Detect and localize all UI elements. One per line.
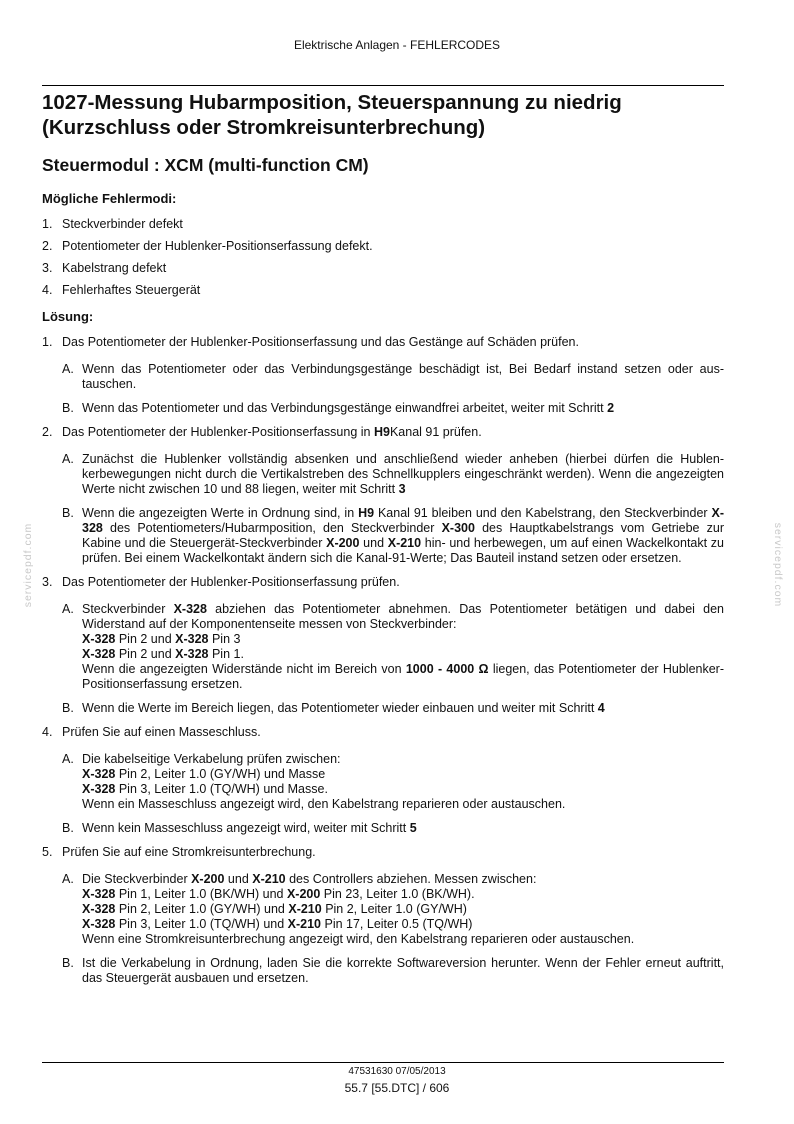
fault-mode-number: 1.	[42, 217, 53, 231]
module-heading: Steuermodul : XCM (multi-function CM)	[42, 155, 369, 175]
substep-letter: B.	[62, 401, 74, 415]
step-substep	[62, 821, 724, 836]
fault-modes-label: Mögliche Fehlermodi:	[42, 191, 177, 206]
substep-text: Wenn die Werte im Bereich liegen, das Potentiometer wieder einbauen und weiter mit Schritt 4	[82, 701, 605, 715]
fault-mode-item	[42, 239, 724, 254]
solution-label: Lösung:	[42, 309, 94, 324]
fault-mode-item	[42, 217, 724, 232]
step-substep	[62, 506, 724, 566]
step-text: Das Potentiometer der Hublenker-Positionserfassung und das Gestänge auf Schäden prüfen.	[62, 335, 579, 349]
substep-text: Wenn das Potentiometer oder das Verbindungsgestänge beschädigt ist, Bei Bedarf instand setzen oder austauschen.	[82, 362, 724, 391]
step-number: 1.	[42, 335, 53, 349]
substep-text: Wenn kein Masseschluss angezeigt wird, weiter mit Schritt 5	[82, 821, 417, 835]
substep-letter: A.	[62, 752, 74, 766]
page-header: Elektrische Anlagen - FEHLERCODES	[293, 38, 501, 52]
substep-text: Wenn das Potentiometer und das Verbindungsgestänge einwandfrei arbeitet, weiter mit Schritt 2	[82, 401, 615, 415]
substep-text: Ist die Verkabelung in Ordnung, laden Sie die korrekte Softwareversion herunter. Wenn der Fehler erneut auftritt, das Steuergerät ausbauen und ersetzen.	[82, 956, 724, 985]
substep-letter: B.	[62, 821, 74, 835]
step-number: 5.	[42, 845, 53, 859]
fault-mode-text: Kabelstrang defekt	[62, 261, 167, 275]
step-substep	[62, 752, 724, 812]
watermark-left: servicepdf.com	[22, 522, 34, 608]
solution-step	[42, 845, 724, 860]
step-number: 2.	[42, 425, 53, 439]
step-substep	[62, 701, 724, 716]
fault-mode-item	[42, 283, 724, 298]
substep-text: Die Steckverbinder X-200 und X-210 des Controllers abziehen. Messen zwischen: X-328 Pin 1, Leiter 1.0 (BK/WH) und X-200 Pin 23, Leiter 1.0 (BK/WH). X-328 Pin 2, Leiter 1.0 (GY/WH) und X-210 Pin 2, Leiter 1.0 (GY/WH) X-328 Pin 3, Leiter 1.0 (TQ/WH) und X-210 Pin 17, Leiter 0.5 (TQ/WH) Wenn eine Stromkreisunterbrechung angezeigt wird, den Kabelstrang reparieren oder austauschen.	[82, 872, 635, 946]
fault-mode-item	[42, 261, 724, 276]
substep-text: Wenn die angezeigten Werte in Ordnung sind, in H9 Kanal 91 bleiben und den Kabelstrang, den Steckverbinder X-328 des Potentiometers/Hubarmposition, den Steckverbinder X-300 des Hauptkabelstrangs vom Getriebe zur Kabine und die Steuergerät-Steckverbinder X-200 und X-210 hin- und herbewegen, um auf einen Wackelkontakt zu prüfen. Bei einem Wackelkontakt ändern sich die Kanal-91-Werte; Das Bauteil instand setzen oder ersetzen.	[82, 506, 725, 565]
substep-letter: B.	[62, 701, 74, 715]
step-substep	[62, 452, 724, 497]
substep-letter: B.	[62, 506, 74, 520]
step-substep	[62, 401, 724, 416]
document-body	[42, 90, 724, 995]
fault-mode-text: Fehlerhaftes Steuergerät	[62, 283, 201, 297]
fault-modes-list	[42, 217, 724, 298]
footer-doc-code: 47531630 07/05/2013	[348, 1066, 446, 1077]
step-substep	[62, 602, 724, 692]
solution-step	[42, 425, 724, 440]
substep-letter: B.	[62, 956, 74, 970]
step-text: Das Potentiometer der Hublenker-Positionserfassung in H9Kanal 91 prüfen.	[62, 425, 482, 439]
header-rule	[42, 85, 724, 86]
substep-letter: A.	[62, 362, 74, 376]
fault-mode-number: 2.	[42, 239, 53, 253]
step-text: Prüfen Sie auf eine Stromkreisunterbrechung.	[62, 845, 316, 859]
substep-letter: A.	[62, 452, 74, 466]
substep-letter: A.	[62, 872, 74, 886]
solution-step	[42, 725, 724, 740]
step-number: 4.	[42, 725, 53, 739]
step-substep	[62, 362, 724, 392]
fault-mode-number: 3.	[42, 261, 53, 275]
substep-text: Zunächst die Hublenker vollständig absenken und anschließend wieder anheben (hierbei dürfen die Hublenkerbewegungen nicht durch die Vertikalstreben des Schnellkupplers eingeschränkt werden). Wenn die angezeigten Werte nicht zwischen 10 und 88 liegen, weiter mit Schritt 3	[82, 452, 724, 496]
substep-letter: A.	[62, 602, 74, 616]
solution-step	[42, 335, 724, 350]
footer-page-number: 55.7 [55.DTC] / 606	[344, 1081, 450, 1095]
solution-steps	[42, 335, 724, 986]
fault-mode-text: Potentiometer der Hublenker-Positionserfassung defekt.	[62, 239, 373, 253]
fault-mode-text: Steckverbinder defekt	[62, 217, 183, 231]
solution-step	[42, 575, 724, 590]
substep-text: Die kabelseitige Verkabelung prüfen zwischen: X-328 Pin 2, Leiter 1.0 (GY/WH) und Masse X-328 Pin 3, Leiter 1.0 (TQ/WH) und Masse. Wenn ein Masseschluss angezeigt wird, den Kabelstrang reparieren oder austauschen.	[82, 752, 566, 811]
substep-text: Steckverbinder X-328 abziehen das Potentiometer abnehmen. Das Potentiometer betätigen und dabei den Widerstand auf der Komponentenseite messen von Steckverbinder: X-328 Pin 2 und X-328 Pin 3 X-328 Pin 2 und X-328 Pin 1. Wenn die angezeigten Widerstände nicht im Bereich von 1000 - 4000 Ω liegen, das Potentiometer der Hublenker-Positionserfassung ersetzen.	[82, 602, 724, 691]
step-substep	[62, 872, 724, 947]
step-text: Das Potentiometer der Hublenker-Positionserfassung prüfen.	[62, 575, 400, 589]
page-title: 1027-Messung Hubarmposition, Steuerspannung zu niedrig (Kurzschluss oder Stromkreisunterbrechung)	[42, 91, 622, 139]
step-substep	[62, 956, 724, 986]
footer-rule	[42, 1062, 724, 1063]
fault-mode-number: 4.	[42, 283, 53, 297]
step-text: Prüfen Sie auf einen Masseschluss.	[62, 725, 261, 739]
watermark-right: servicepdf.com	[772, 522, 784, 608]
step-number: 3.	[42, 575, 53, 589]
